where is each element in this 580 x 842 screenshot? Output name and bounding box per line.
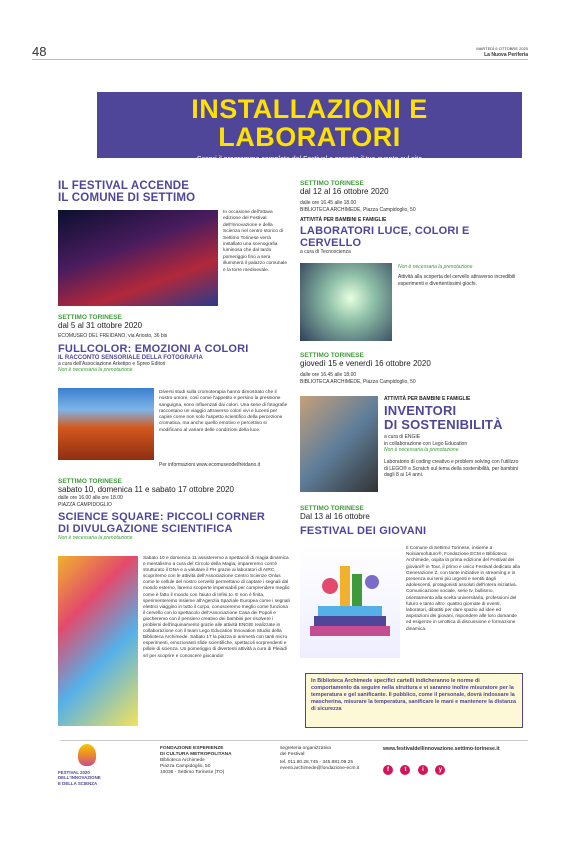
article-note: Non è necessaria la prenotazione [58, 367, 133, 374]
article-fullcolor [58, 314, 290, 373]
article-date: sabato 10, domenica 11 e sabato 17 ottobre 2020 [58, 485, 234, 494]
article-note: Non è necessaria la prenotazione [384, 447, 459, 454]
article-hours: dalle ore 16.00 alle ore 18.00 [58, 495, 123, 501]
article-luce-body: Attività alla scoperta del cervello attraverso incredibili esperimenti e divertentissimi giochi. [398, 274, 516, 287]
title-line: DI DIVULGAZIONE SCIENTIFICA [58, 523, 233, 536]
social-icons [383, 758, 523, 776]
newspaper-masthead [476, 46, 528, 58]
article-title [58, 511, 290, 535]
article-square [58, 478, 290, 541]
youtube-icon[interactable]: y [435, 765, 445, 775]
facebook-icon[interactable]: f [383, 765, 393, 775]
festival-logo [58, 744, 120, 792]
article-kicker: ATTIVITÀ PER BAMBINI E FAMIGLIE [300, 217, 387, 224]
article-collab: in collaborazione con Lego Education [384, 440, 468, 447]
article-accende-body: In occasione dell'ottava edizione del Festival dell'Innovazione e della Scienza nel centro storico di Settimo Torinese verrà installato una scenografia luminosa che dal tardo pomeriggio fino a sera illuminerà il palazzo comunale e la torre medioevale. [223, 210, 287, 273]
logo-line: E DELLA SCIENZA [58, 780, 98, 786]
org-line: Biblioteca Archimede [160, 758, 205, 763]
phone-text: tel. 011.80.28.745 - 345.881.09.25 [280, 760, 353, 765]
desert-photo [58, 388, 154, 460]
article-title: LABORATORI LUCE, COLORI E CERVELLO [300, 225, 470, 250]
settimo-illuminated-photo [58, 210, 218, 306]
article-tag: SETTIMO TORINESE [300, 505, 364, 512]
title-line: INVENTORI [384, 403, 457, 418]
sec-line: del Festival: [280, 752, 306, 757]
article-place: BIBLIOTECA ARCHIMEDE, Piazza Campidoglio, 50 [300, 206, 416, 213]
article-title [384, 404, 522, 432]
article-date: giovedì 15 e venerdì 16 ottobre 2020 [300, 359, 431, 368]
twitter-icon[interactable]: t [400, 765, 410, 775]
article-curated: a cura dell'Associazione Arketipo e Spreo Editori [58, 360, 166, 367]
email-link[interactable]: eventi.archimede@fondazione-ecm.it [280, 766, 360, 771]
logo-line: DELL'INNOVAZIONE [58, 775, 101, 781]
article-title: FESTIVAL DEI GIOVANI [300, 525, 427, 537]
article-fullcolor-info[interactable]: Per informazioni www.ecomuseodelfreidano.it [159, 462, 261, 468]
article-title: FULLCOLOR: EMOZIONI A COLORI [58, 342, 249, 355]
article-place: ECOMUSEO DEL FREIDANO, via Ariosto, 36 bis [58, 333, 168, 339]
title-line: DI SOSTENIBILITÀ [384, 417, 503, 432]
footer-divider [60, 740, 528, 741]
sec-line: segreteria organizzativa [280, 746, 331, 751]
banner-url[interactable]: www.festivaldellinnovazione.settimo-torinese.it [230, 165, 389, 172]
footer-organization [160, 746, 270, 776]
safety-notice: In Biblioteca Archimede specifici cartelli indicheranno le norme di comportamento da seguire nella struttura e vi saranno inoltre misuratore per la temperatura e gel sanificante. Il pubblico, come il personale, dovrà indossare la mascherina, misurare la temperatura, sanificare le mani e mantenere la distanza di sicurezza [305, 673, 523, 728]
article-tag: SETTIMO TORINESE [300, 180, 364, 187]
article-date: dal 12 al 16 ottobre 2020 [300, 187, 389, 196]
instagram-icon[interactable]: i [418, 765, 428, 775]
title-line: IL FESTIVAL ACCENDE [58, 180, 190, 192]
books-illustration [300, 546, 400, 658]
article-date: Dal 13 al 16 ottobre [300, 512, 370, 521]
article-tag: SETTIMO TORINESE [300, 352, 364, 359]
article-luce [300, 180, 522, 256]
article-giovani [300, 505, 522, 537]
logo-text [58, 770, 101, 786]
article-sostenibilita [300, 352, 522, 385]
article-body: Laboratorio di coding creativo e problem solving con l'utilizzo di LEGO® e Scratch sul tema della sostenibilità, per bambini dagli 8 ai 14 anni. [384, 459, 519, 479]
article-kicker: ATTIVITÀ PER BAMBINI E FAMIGLIE [384, 396, 471, 402]
article-date: dal 5 al 31 ottobre 2020 [58, 321, 143, 330]
org-line: DI CULTURA METROPOLITANA [160, 752, 232, 757]
article-place: PIAZZA CAMPIDOGLIO [58, 501, 112, 508]
newspaper-name: La Nuova Periferia [484, 52, 528, 58]
issue-date: MARTEDÌ 6 OTTOBRE 2020 [476, 46, 528, 51]
article-hours: dalle ore 16.45 alle 18.00 [300, 372, 357, 378]
banner-title: INSTALLAZIONI E LABORATORI [191, 94, 428, 152]
article-accende-title [58, 180, 288, 204]
article-curated: a cura di Tecnoscienza [300, 249, 351, 256]
org-line: Piazza Campidoglio, 50 [160, 764, 211, 769]
article-note: Non è necessaria la prenotazione [58, 535, 133, 542]
article-curated: a cura di ENGIE [384, 434, 421, 440]
org-line: FONDAZIONE ESPERIENZE [160, 746, 224, 751]
article-luce-note: Non è necessaria la prenotazione [398, 264, 473, 270]
title-line: IL COMUNE DI SETTIMO [58, 192, 196, 204]
banner-subtitle: Scopri il programma completo del Festival e prenota il tuo evento sul sito [196, 156, 423, 163]
lightbulb-icon [78, 744, 96, 766]
article-hours: dalle ore 16.45 alle 18.00 [300, 200, 357, 206]
footer-website[interactable]: www.festivaldellinnovazione.settimo-torinese.it [383, 746, 500, 752]
article-subtitle: IL RACCONTO SENSORIALE DELLA FOTOGRAFIA [58, 354, 203, 361]
article-square-body: Sabato 10 e domenica 11 assisteremo a spettacoli di magia dinamica e mentalismo a cura del Circolo della Magia, impareremo com'è strutturato il DNA e a valutare il PH grazie ai laboratori di AIRC, scopriremo con le attività dell'Associazione Centro Scienze Onlus come le cellule del nostro cervello permettano di captare i segnali dal mondo esterno, faremo scoperte impensabili per comprendere meglio come è fatto il mondo con l'aiuto di Infini.to. E non è finita, sperimenteremo insieme all'Agenzia Spaziale Europea come i segnali elettrici viaggino in tutto il corpo, conosceremo meglio come funziona il cervello con lo spettacolo dell'Associazione Casa dei Popoli e giocheremo con il pensiero creativo dei bambini per risolvere i problemi dell'inquinamento grazie alle attività ENGIE realizzate in collaborazione con il team Lego Education Innovation Studio della Biblioteca Archimede. Sabato 17 la piazza si animerà con tanti micro esperimenti, emozionanti sfide scientifiche, spettacoli sorprendenti e pillole di scienza. Un pomeriggio di divertenti attività a cura di Pleiadi srl per scoprire e conoscere giocando! [143, 556, 290, 659]
brain-lights-photo [300, 263, 392, 341]
article-tag: SETTIMO TORINESE [58, 478, 122, 485]
article-tag: SETTIMO TORINESE [58, 314, 122, 321]
page-number: 48 [32, 44, 47, 59]
org-line: 10036 - Settimo Torinese (TO) [160, 770, 225, 775]
title-line: SCIENCE SQUARE: PICCOLI CORNER [58, 511, 266, 524]
science-show-photo [58, 556, 138, 726]
tablet-lego-photo [300, 396, 378, 492]
logo-line: FESTIVAL 2020 [58, 770, 90, 775]
article-sostenibilita-detail [384, 396, 522, 479]
footer-secretariat [280, 746, 380, 772]
header-divider [32, 59, 528, 60]
books-illustration-art [300, 546, 400, 658]
section-banner [97, 92, 522, 172]
article-place: BIBLIOTECA ARCHIMEDE, Piazza Campidoglio, 50 [300, 378, 416, 385]
article-giovani-body: Il Comune di Settimo Torinese, insieme a Noisiamofuturo®, Fondazione ECM e Biblioteca Archimede, ospita la prima edizione del Festival dei giovani® in Tour, il primo e unico Festival dedicato alla Generazione Z, con tante iniziative in streaming e in presenza sui temi più urgenti e sentiti dagli adolescenti, protagonisti assoluti dell'intera iniziativa. Comunicazione sociale, serie tv, bullismo, orientamento alla scelta universitaria, professioni del futuro e tanto altro: quattro giornate di eventi, laboratori, dibattiti per dare spazio ad idee ed aspirazioni dei giovani, rispondere alle loro domande ed esigenze in un'ottica di discussione e formazione dinamica. [406, 546, 521, 632]
article-fullcolor-body: Diversi studi sulla cromoterapia hanno dimostrato che il nostro umore, così come l'appetito e persino la pressione sanguigna, sono influenzati dai colori. Una serie di fotografie raccontano un viaggio attraverso colori vivi e lucenti per capire come non solo l'aspetto scientifico della percezione cromatica, ma anche quello emotivo e percettivo si modificano al variare delle condizioni della luce. [159, 390, 288, 433]
